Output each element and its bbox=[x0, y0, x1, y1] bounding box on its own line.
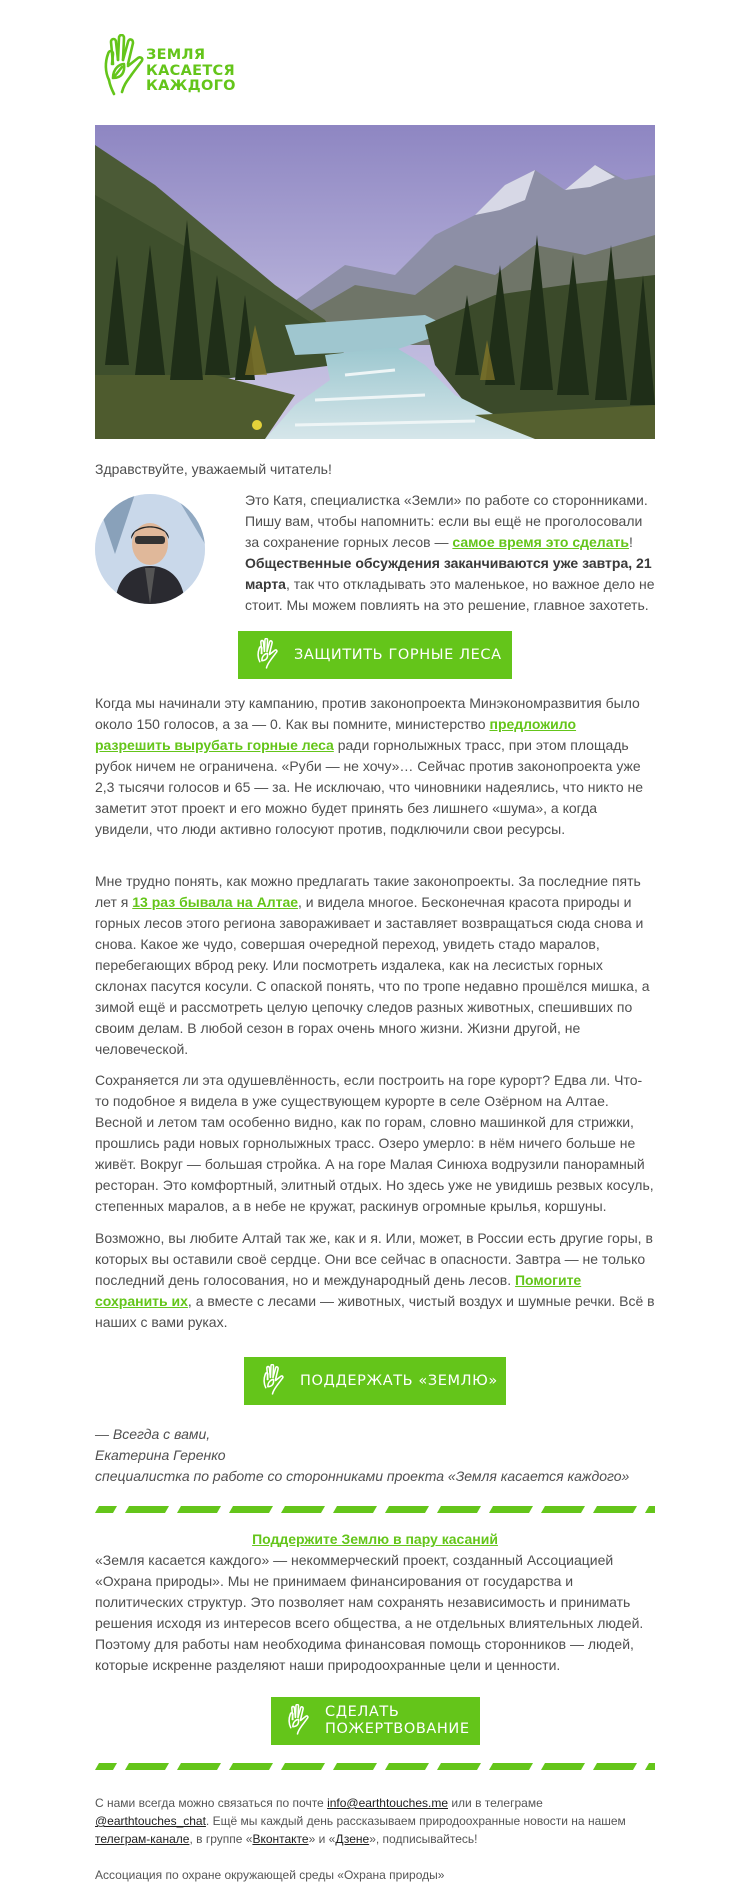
signature-role: специалистка по работе со сторонниками проекта «Земля касается каждого» bbox=[95, 1468, 630, 1484]
call-to-action-paragraph bbox=[95, 1228, 655, 1333]
vk-link[interactable]: Вконтакте bbox=[252, 1832, 309, 1846]
telegram-chat-link[interactable]: @earthtouches_chat bbox=[95, 1814, 206, 1828]
intro-paragraph bbox=[245, 490, 655, 616]
intro-text-3: , так что откладывать это маленькое, но важное дело не стоит. Мы можем повлиять на это решение, главное захотеть. bbox=[245, 576, 655, 613]
donate-label-line-2: ПОЖЕРТВОВАНИЕ bbox=[325, 1721, 470, 1737]
p4-text-1: Возможно, вы любите Алтай так же, как и я. Или, может, в России есть другие горы, в которых вы оставили своё сердце. Они все сейчас в опасности. Завтра — не только последний день голосования, но и международный день лесов. bbox=[95, 1230, 653, 1288]
logo-line-2: КАСАЕТСЯ bbox=[146, 62, 235, 79]
footer-text-4: , в группе « bbox=[189, 1832, 253, 1846]
greeting: Здравствуйте, уважаемый читатель! bbox=[95, 461, 332, 477]
logo[interactable] bbox=[100, 34, 270, 100]
footer-text-5: » и « bbox=[308, 1832, 336, 1846]
footer-text-3: . Ещё мы каждый день рассказываем природоохранные новости на нашем bbox=[205, 1814, 626, 1828]
footer-contacts bbox=[95, 1794, 655, 1848]
intro-text-2: ! bbox=[628, 534, 633, 550]
support-earth-button[interactable] bbox=[244, 1357, 506, 1405]
altai-paragraph bbox=[95, 871, 655, 1060]
signature-name: Екатерина Геренко bbox=[95, 1447, 226, 1463]
logo-line-1: ЗЕМЛЯ bbox=[146, 47, 206, 63]
p1-text-2: ради горнолыжных трасс, при этом площадь рубок ничем не ограничена. «Руби — не хочу»… Сейчас против законопроекта уже 2,3 тысячи голосов и 65 — за. Не исключаю, что чиновники надеялись, что никто не заметит этот проект и его можно будет принять без лишнего «шума», а когда увидели, что люди активно голосуют против, подключили свои ресурсы. bbox=[95, 737, 644, 837]
dashed-divider bbox=[95, 1506, 655, 1513]
proposal-link[interactable]: предложило разрешить вырубать горные леса bbox=[95, 716, 577, 753]
hand-leaf-icon bbox=[281, 1704, 315, 1738]
dashed-divider bbox=[95, 1763, 655, 1770]
dzen-link[interactable]: Дзене bbox=[335, 1832, 370, 1846]
footer-text-6: », подписывайтесь! bbox=[369, 1832, 478, 1846]
logo-text bbox=[146, 48, 236, 95]
support-earth-label: ПОДДЕРЖАТЬ «ЗЕМЛЮ» bbox=[300, 1373, 498, 1389]
hand-leaf-icon bbox=[256, 1364, 290, 1398]
hand-leaf-icon bbox=[250, 638, 284, 672]
deadline-notice: Общественные обсуждения заканчиваются уже завтра, 21 марта bbox=[245, 555, 652, 592]
protect-forests-label: ЗАЩИТИТЬ ГОРНЫЕ ЛЕСА bbox=[294, 647, 502, 663]
author-portrait-illustration bbox=[95, 494, 205, 604]
telegram-channel-link[interactable]: телеграм-канале bbox=[95, 1832, 190, 1846]
email-link[interactable]: info@earthtouches.me bbox=[327, 1796, 448, 1810]
p4-text-2: , а вместе с лесами — животных, чистый воздух и шумные речки. Всё в наших с вами руках. bbox=[95, 1293, 655, 1330]
p2-text-2: , и видела многое. Бесконечная красота природы и горных лесов этого региона завораживает и заставляет возвращаться сюда снова и снова. Какое же чудо, совершая очередной переход, увидеть стадо маралов, перебегающих вброд реку. Или посмотреть издалека, как на лесистых горных склонах пасутся косули. С опаской понять, что по тропе недавно прошёлся мишка, а зимой ещё и рассмотреть целую цепочку следов разных животных, спешивших по своим делам. В любой сезон в горах очень много жизни. Жизни другой, не человеческой. bbox=[95, 894, 650, 1057]
help-save-link[interactable]: Помогите сохранить их bbox=[95, 1272, 582, 1309]
intro-text-1: Это Катя, специалистка «Земли» по работе со сторонниками. Пишу вам, чтобы напомнить: если вы ещё не проголосовали за сохранение горных лесов — bbox=[245, 492, 648, 550]
resort-paragraph: Сохраняется ли эта одушевлённость, если построить на горе курорт? Едва ли. Что-то подобное я видела в уже существующем курорте в селе Озёрном на Алтае. Весной и летом там особенно видно, как по горам, словно машинкой для стрижки, прошлись ради новых горнолыжных трасс. Озеро умерло: в нём ничего больше не живёт. Вокруг — большая стройка. А на горе Малая Синюха водрузили панорамный ресторан. Это комфортный, элитный отдых. Но здесь уже не увидишь резвых косуль, степенных маралов, а в небе не кружат, раскинув огромные крылья, коршуны. bbox=[95, 1072, 654, 1214]
p2-text-1: Мне трудно понять, как можно предлагать такие законопроекты. За последние пять лет я bbox=[95, 873, 641, 910]
donate-button[interactable] bbox=[271, 1697, 480, 1745]
logo-line-3: КАЖДОГО bbox=[146, 78, 236, 94]
signature-greeting: — Всегда с вами, bbox=[95, 1426, 211, 1442]
signature bbox=[95, 1424, 655, 1487]
footer-text-1: С нами всегда можно связаться по почте bbox=[95, 1796, 328, 1810]
donate-label-line-1: СДЕЛАТЬ bbox=[325, 1704, 400, 1720]
donate-label bbox=[325, 1704, 470, 1738]
protect-forests-button[interactable] bbox=[238, 631, 512, 679]
altai-trips-link[interactable]: 13 раз бывала на Алтае bbox=[132, 894, 299, 910]
footer-text-2: или в телеграме bbox=[448, 1796, 543, 1810]
author-avatar bbox=[95, 494, 205, 604]
hero-image bbox=[95, 125, 655, 439]
hand-leaf-icon bbox=[100, 34, 146, 100]
footer-organization: Ассоциация по охране окружающей среды «Охрана природы» bbox=[95, 1868, 445, 1882]
campaign-paragraph bbox=[95, 693, 655, 840]
vote-link[interactable]: самое время это сделать bbox=[452, 534, 629, 550]
p1-text-1: Когда мы начинали эту кампанию, против законопроекта Минэкономразвития было около 150 голосов, а за — 0. Как вы помните, министерство bbox=[95, 695, 640, 732]
mountain-landscape-illustration bbox=[95, 125, 655, 439]
support-body: «Земля касается каждого» — некоммерческий проект, созданный Ассоциацией «Охрана природы». Мы не принимаем финансирования от государства и политических структур. Это позволяет нам сохранять независимость и принимать решения исходя из интересов всего общества, а не отдельных влиятельных людей. Поэтому для работы нам необходима финансовая помощь сторонников — людей, которые искренне разделяют наши природоохранные цели и ценности. bbox=[95, 1552, 644, 1673]
support-title-link[interactable]: Поддержите Землю в пару касаний bbox=[252, 1531, 498, 1547]
